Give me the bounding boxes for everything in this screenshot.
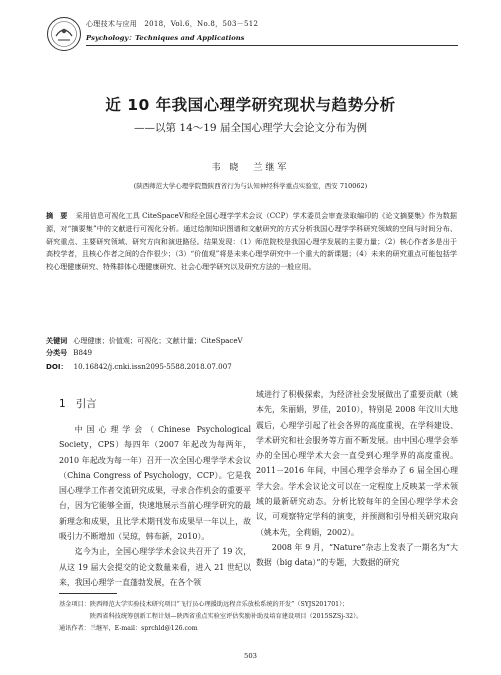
author-affiliation: (陕西师范大学心理学院暨陕西省行为与认知神经科学重点实验室，西安 710062) <box>133 182 368 190</box>
footnote-divider <box>59 593 117 594</box>
header-divider <box>86 45 458 46</box>
right-column <box>256 387 458 571</box>
keywords-text: 心理健康；价值观；可视化；文献计量；CiteSpaceⅤ <box>73 336 243 345</box>
left-column <box>59 386 251 590</box>
section-title: 引言 <box>75 398 97 410</box>
abstract-block <box>46 210 457 274</box>
footnote-funding: 基金项目：陕西师范大学实验技术研究项目“飞行员心理援助远程音乐放松系统的开发”（SYJS201701）； <box>59 601 349 608</box>
keywords-line <box>46 336 243 346</box>
section-number: 1 <box>59 398 66 410</box>
body-paragraph: 中国心理学会（Chinese Psychological Society，CPS）每四年（2007 年起改为每两年，2010 年起改为每一年）召开一次全国心理学学术会议（China Congress of Psychology，CCP）。它是我国心理学工作者交流研究成果，寻求合作机会的重要平台，因为它能够全面，快速地展示当前心理学研究的最新理念和成果，且比学术期刊发布成果早一年以上，故吸引力不断增加（吴琼，韩布新，2010）。 <box>59 425 251 542</box>
body-paragraph: 域进行了积极探索，为经济社会发展做出了重要贡献（姚本先，朱丽娟，罗佳，2010），特别是 2008 年汶川大地震后，心理学引起了社会各界的高度重视，在学科建设、学术研究和社会服务等方面不断发展。由中国心理学会举办的全国心理学术大会一直受到心理学界的高度重视。2011－2016 年间，中国心理学会举办了 6 届全国心理学大会。学术会议论文可以在一定程度上反映某一学术领域的最新研究动态。分析比较每年的全国心理学学术会议，可观察特定学科的演变，并预测和引导相关研究取向（姚本先，全莉娟，2002）。 <box>256 390 458 537</box>
paper-title: 近 10 年我国心理学研究现状与趋势分析 <box>105 96 396 114</box>
body-paragraph: 迄今为止，全国心理学学术会议共召开了 19 次，从这 19 届大会提交的论文数量来看，进入 21 世纪以来，我国心理学一直蓬勃发展，在各个领 <box>59 547 251 587</box>
page-number: 503 <box>244 652 257 660</box>
section-heading <box>59 394 251 414</box>
footnote-correspondence: 通讯作者：兰继军，E-mail：sprchld@126.com <box>59 625 198 632</box>
doi-label: DOI： <box>46 362 68 371</box>
paper-authors: 韦 晓 兰继军 <box>211 163 290 173</box>
doi-line <box>46 362 232 372</box>
paper-subtitle: ——以第 14～19 届全国心理学大会论文分布为例 <box>134 122 367 134</box>
journal-header-en: Psychology：Techniques and Applications <box>86 34 245 42</box>
doi-text: 10.16842/j.cnki.issn2095-5588.2018.07.007 <box>73 362 232 371</box>
abstract-label: 摘 要 <box>46 211 68 220</box>
journal-header-cn: 心理技术与应用 2018，Vol.6，No.8，503－512 <box>86 20 259 28</box>
journal-logo-icon <box>46 16 82 52</box>
body-paragraph: 2008 年 9 月，“Nature”杂志上发表了一期名为“大数据（big data）”的专题，大数据的研究 <box>256 542 458 568</box>
abstract-text: 采用信息可视化工具 CiteSpaceⅤ和经全国心理学学术会议（CCP）学术委员会审查录取编印的《论文摘要集》作为数据源，对“摘要集”中的文献进行可视化分析。通过绘制知识图谱和文献研究的方式分析我国心理学学科研究领域的空间与时间分布、研究重点、主要研究领域、研究方向和演进路径。结果发现：（1）师范院校是我国心理学发展的主要力量；（2）核心作者多是出于高校学者，且核心作者之间的合作很少；（3）“价值观”将是未来心理学研究中一个重大的新课题；（4）未来的研究重点可能包括学校心理健康研究、特殊群体心理健康研究、社会心理学研究以及研究方法的一般应用。 <box>46 211 458 272</box>
keywords-label: 关键词 <box>46 336 68 345</box>
footnote-funding-cont: 陕西省科技统筹创新工程计划—陕西省重点实验室评估奖励补助及培育建设项目（2015SZSj-32）。 <box>59 613 363 620</box>
classification-line <box>46 348 92 358</box>
classification-label: 分类号 <box>46 348 68 357</box>
classification-text: B849 <box>73 348 93 357</box>
